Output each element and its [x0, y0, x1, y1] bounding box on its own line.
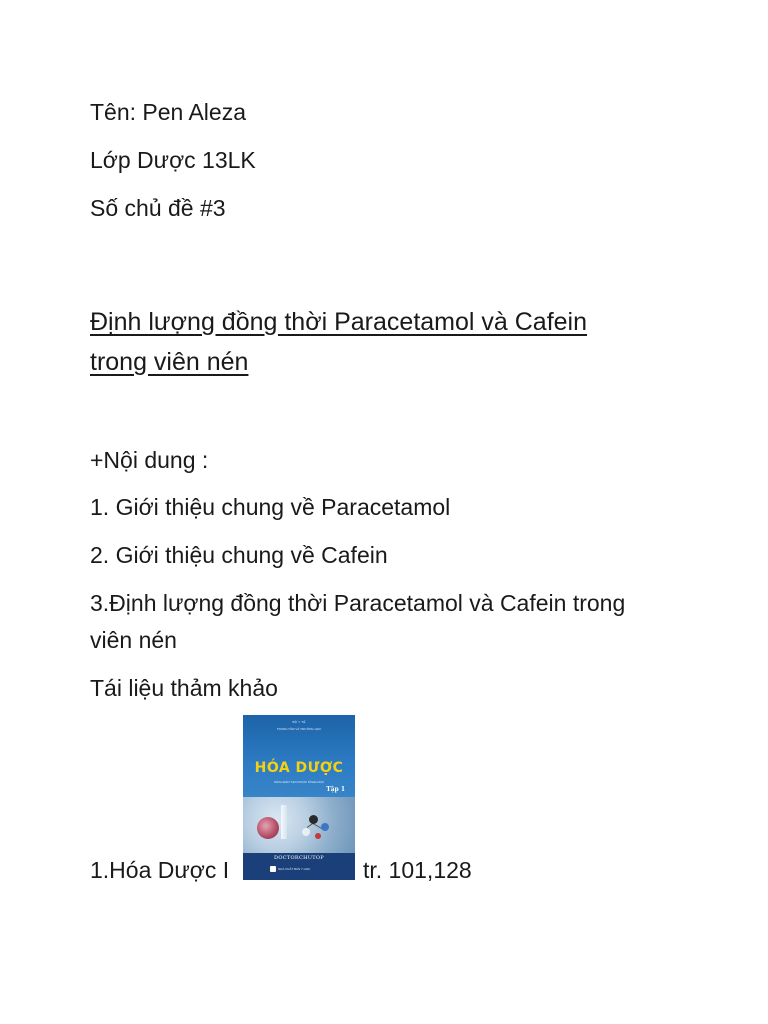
- book-watermark: DOCTORCHUTOP: [274, 855, 324, 861]
- book-cover-image: [243, 715, 355, 880]
- reference-item-1: 1.Hóa Dược I: [90, 857, 230, 883]
- document-title: [90, 302, 587, 382]
- title-line-1: Định lượng đồng thời Paracetamol và Cafein: [90, 308, 588, 336]
- molecule-atom: [302, 828, 310, 836]
- topic-number: Số chủ đề #3: [90, 195, 226, 221]
- book-subtitle: SÁCH ĐÀO TẠO DƯỢC SĨ ĐẠI HỌC: [274, 780, 324, 784]
- flask-icon: [257, 817, 279, 839]
- book-volume: Tập 1: [326, 786, 345, 793]
- student-name: Tên: Pen Aleza: [90, 99, 246, 125]
- book-publisher: NHÀ XUẤT BẢN Y HỌC: [278, 867, 311, 871]
- book-top-text-2: TRUNG TÂM VÀ TRƯỜNG HỌC: [276, 727, 322, 731]
- molecule-atom: [309, 815, 318, 824]
- content-item-2: 2. Giới thiệu chung về Cafein: [90, 542, 388, 568]
- student-class: Lớp Dược 13LK: [90, 147, 256, 173]
- molecule-atom: [321, 823, 329, 831]
- book-top-text: BỘ Y TẾ: [292, 720, 306, 724]
- content-item-3: 3.Định lượng đồng thời Paracetamol và Cafein trong: [90, 590, 626, 616]
- references-heading: Tái liệu thảm khảo: [90, 675, 278, 701]
- publisher-logo-icon: [270, 866, 276, 872]
- content-heading: +Nội dung :: [90, 447, 209, 473]
- book-title: HÓA DƯỢC: [254, 760, 344, 776]
- test-tube-icon: [281, 805, 287, 839]
- title-line-2: trong viên nén: [90, 348, 249, 376]
- reference-item-1-pages: tr. 101,128: [363, 857, 472, 883]
- content-item-1: 1. Giới thiệu chung về Paracetamol: [90, 494, 451, 520]
- molecule-atom: [315, 833, 321, 839]
- content-item-3-continued: viên nén: [90, 627, 177, 653]
